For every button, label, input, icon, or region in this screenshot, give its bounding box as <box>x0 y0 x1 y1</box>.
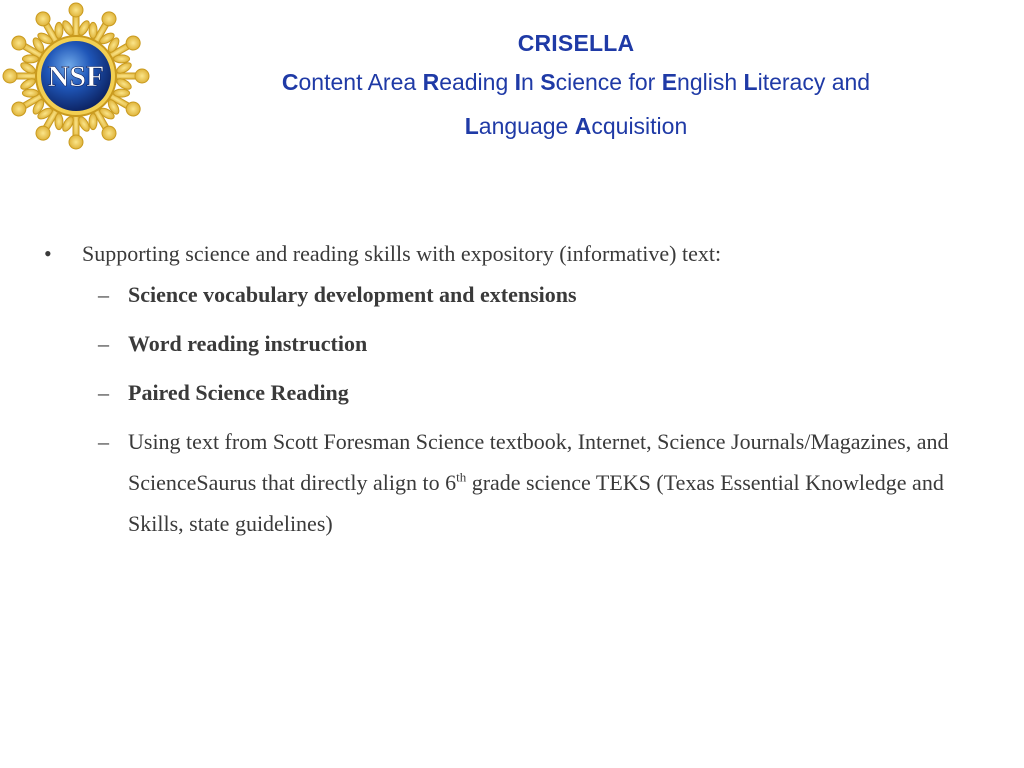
title-initial: C <box>281 69 299 95</box>
title-line-2 <box>200 60 952 104</box>
dash-icon: – <box>98 429 109 454</box>
sub-bullet-item-sources <box>98 421 974 544</box>
title-line-3 <box>200 104 952 148</box>
sub-bullet-item <box>98 372 974 413</box>
sub-bullet-text <box>128 421 974 544</box>
title-initial: I <box>514 69 522 95</box>
sub-bullet-item <box>98 323 974 364</box>
title-initial: A <box>574 113 592 139</box>
title-word-rest: n <box>521 69 541 95</box>
ordinal-superscript: th <box>456 469 467 485</box>
bullet-icon: • <box>44 241 52 266</box>
dash-icon: – <box>98 331 109 356</box>
title-word-rest: anguage <box>478 113 575 139</box>
title-word-rest: cience for <box>555 69 662 95</box>
sub-bullet-text: Science vocabulary development and extensions <box>128 282 577 307</box>
title-initial: L <box>464 113 479 139</box>
main-bullet-text: Supporting science and reading skills with expository (informative) text: <box>82 241 722 266</box>
title-initial: E <box>661 69 678 95</box>
sub-bullet-list <box>98 274 974 544</box>
dash-icon: – <box>98 380 109 405</box>
dash-icon: – <box>98 282 109 307</box>
nsf-logo-graphic <box>0 0 156 156</box>
sources-text-start: Using text from Scott Foresman Science textbook, Internet, Science Journals/Magazines, and ScienceSaurus that directly align to 6 <box>128 429 949 495</box>
sub-bullet-item <box>98 274 974 315</box>
title-word-rest: cquisition <box>591 113 688 139</box>
title-initial: L <box>743 69 758 95</box>
sub-bullet-text: Paired Science Reading <box>128 380 349 405</box>
slide-title <box>200 26 952 148</box>
title-acronym: CRISELLA <box>517 30 635 56</box>
title-word-rest: eading <box>439 69 515 95</box>
title-initial: R <box>422 69 440 95</box>
nsf-logo-text: NSF <box>47 60 105 93</box>
sources-text-end: grade science TEKS (Texas Essential Knowledge and Skills, state guidelines) <box>128 470 944 536</box>
title-word-rest: ontent Area <box>298 69 423 95</box>
title-word-rest: iteracy and <box>757 69 871 95</box>
sub-bullet-text: Word reading instruction <box>128 331 368 356</box>
nsf-logo <box>0 0 156 156</box>
title-initial: S <box>540 69 556 95</box>
main-bullet <box>44 236 974 272</box>
title-word-rest: nglish <box>677 69 744 95</box>
slide-body <box>44 236 974 552</box>
